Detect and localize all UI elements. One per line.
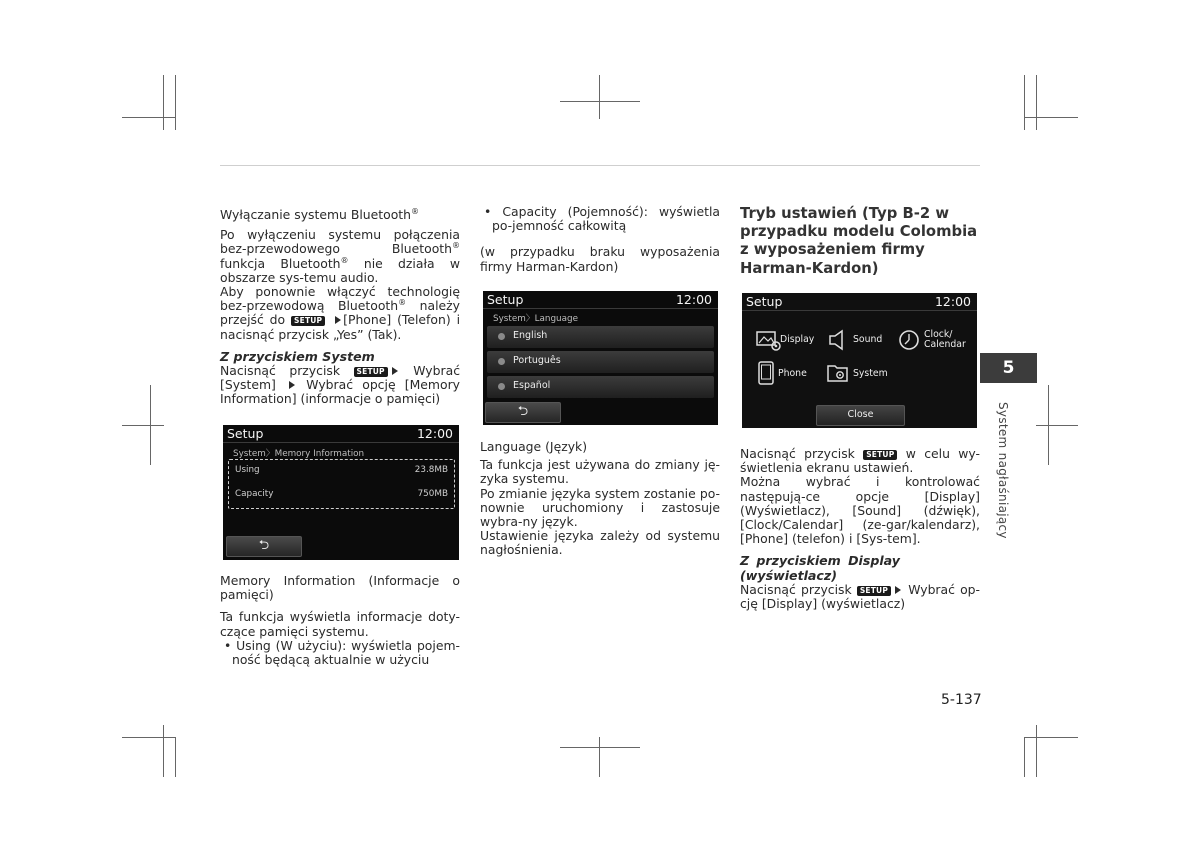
crop-mark: [122, 425, 164, 426]
display-icon: [756, 330, 782, 352]
language-option-english[interactable]: English: [487, 326, 714, 348]
arrow-right-icon: [392, 367, 398, 375]
bluetooth-off-paragraph: Po wyłączeniu systemu połączenia bez-przewodowego Bluetooth® funkcja Bluetooth® nie działa w obszarze sys-temu audio.: [220, 227, 461, 285]
menu-clock-calendar[interactable]: Clock/ Calendar: [924, 329, 966, 350]
memory-info-screen: [223, 425, 459, 560]
language-desc-2: Po zmianie języka system zostanie po-nownie uruchomiony i zastosuje wybra-ny język.: [480, 485, 720, 530]
screen-title: Setup: [227, 426, 264, 441]
screen-clock: 12:00: [934, 294, 971, 309]
crop-mark: [599, 75, 600, 119]
setup-key-icon: SETUP: [291, 316, 325, 326]
setup-key-icon: SETUP: [857, 586, 891, 596]
system-subheading: Z przyciskiem System: [220, 348, 375, 364]
setup-options-paragraph: Można wybrać i kontrolować następują-ce opcje [Display] (Wyświetlacz), [Sound] (dźwięk), [Clock/Calendar] (ze-gar/kalendarz), [Phone] (telefon) i [Sys-tem].: [740, 474, 980, 547]
memory-info-box: Using 23.8MB Capacity 750MB: [228, 459, 455, 509]
screen-title: Setup: [746, 294, 783, 309]
language-desc-1: Ta funkcja jest używana do zmiany ję-zyka systemu.: [480, 457, 720, 487]
back-button[interactable]: ⮌: [226, 536, 302, 557]
radio-icon: [498, 358, 505, 365]
clock-icon: [898, 329, 920, 351]
screen-breadcrumb: System〉Language: [493, 314, 579, 324]
menu-phone[interactable]: Phone: [778, 368, 807, 379]
language-desc-3: Ustawienie języka zależy od systemu nagłośnienia.: [480, 528, 720, 558]
memory-info-heading: Memory Information (Informacje o pamięci): [220, 573, 460, 603]
crop-mark: [175, 75, 176, 130]
column-2-lower: [480, 440, 720, 558]
arrow-right-icon: [289, 381, 295, 389]
chapter-tab: 5: [980, 353, 1037, 383]
column-1: [220, 208, 460, 407]
crop-mark: [560, 747, 640, 748]
title-divider: [223, 442, 459, 443]
language-option-portugues[interactable]: Português: [487, 351, 714, 373]
crop-mark: [1036, 75, 1037, 130]
crop-mark: [1024, 737, 1025, 777]
title-divider: [742, 310, 977, 311]
crop-mark: [175, 737, 176, 777]
arrow-right-icon: [335, 316, 341, 324]
display-subheading: Z przyciskiem Display (wyświetlacz): [740, 553, 900, 583]
column-1-lower: [220, 574, 460, 667]
setup-key-icon: SETUP: [354, 367, 388, 377]
page-number: 5-137: [941, 692, 982, 708]
screen-title: Setup: [487, 292, 524, 307]
bullet-using: • Using (W użyciu): wyświetla pojem-ność będącą aktualnie w użyciu: [224, 637, 460, 668]
screen-clock: 12:00: [675, 292, 712, 307]
crop-mark: [1024, 737, 1078, 738]
crop-mark: [1036, 425, 1078, 426]
screen-breadcrumb: System〉Memory Information: [233, 449, 365, 459]
screen-clock: 12:00: [416, 426, 453, 441]
crop-mark: [1024, 75, 1025, 130]
setup-instruction: Nacisnąć przycisk SETUP w celu wy-świetlenia ekranu ustawień.: [740, 446, 981, 476]
back-button[interactable]: ⮌: [485, 402, 561, 423]
crop-mark: [1036, 725, 1037, 777]
crop-mark: [122, 737, 176, 738]
crop-mark: [122, 117, 176, 118]
radio-icon: [498, 383, 505, 390]
crop-mark: [560, 101, 640, 102]
crop-mark: [163, 75, 164, 130]
system-instruction: Nacisnąć przycisk SETUP Wybrać [System] Wybrać opcję [Memory Information] (informacje o pamięci): [220, 363, 461, 407]
menu-sound[interactable]: Sound: [853, 334, 883, 345]
setup-key-icon: SETUP: [863, 450, 897, 460]
column-3-lower: [740, 447, 980, 611]
crop-mark: [1024, 117, 1078, 118]
phone-icon: [758, 361, 774, 385]
radio-icon: [498, 333, 505, 340]
language-heading: Language (Język): [480, 439, 588, 454]
display-instruction: Nacisnąć przycisk SETUP Wybrać op-cję [Display] (wyświetlacz): [740, 581, 980, 612]
column-2: [480, 205, 720, 274]
crop-mark: [599, 737, 600, 777]
bluetooth-on-paragraph: Aby ponownie włączyć technologię bez-przewodową Bluetooth® należy przejść do SETUP [Phone] (Telefon) i nacisnąć przycisk „Yes” (Tak).: [220, 284, 461, 342]
menu-display[interactable]: Display: [780, 334, 815, 345]
speaker-icon: [828, 329, 846, 351]
harman-note: (w przypadku braku wyposażenia firmy Harman-Kardon): [480, 244, 720, 274]
arrow-right-icon: [895, 586, 901, 594]
crop-mark: [163, 725, 164, 777]
close-button[interactable]: Close: [816, 405, 905, 426]
bullet-capacity: • Capacity (Pojemność): wyświetla po-jemność całkowitą: [484, 204, 720, 234]
system-icon: [826, 362, 850, 384]
language-option-espanol[interactable]: Español: [487, 376, 714, 398]
header-rule: [220, 165, 980, 166]
title-divider: [483, 308, 718, 309]
language-screen: [483, 291, 718, 425]
chapter-side-label: System nagłaśniający: [996, 402, 1010, 539]
bluetooth-heading: Wyłączanie systemu Bluetooth®: [220, 206, 419, 222]
section-heading: Tryb ustawień (Typ B-2 w przypadku modelu Colombia z wyposażeniem firmy Harman-Kardon): [740, 205, 978, 277]
memory-info-description: Ta funkcja wyświetla informacje doty-czące pamięci systemu.: [220, 609, 460, 639]
menu-system[interactable]: System: [853, 368, 888, 379]
setup-menu-screen: [742, 293, 977, 428]
